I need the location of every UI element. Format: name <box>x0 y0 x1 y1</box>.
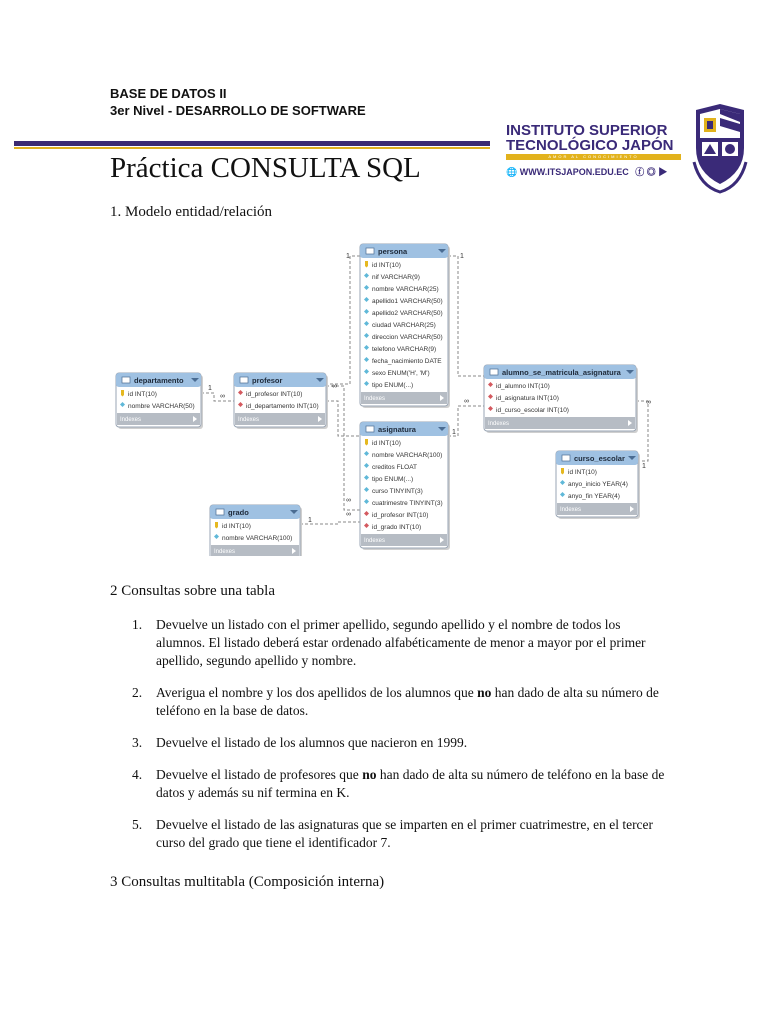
table-field: anyo_fin YEAR(4) <box>568 493 620 500</box>
table-asignatura <box>360 422 450 550</box>
table-field: curso TINYINT(3) <box>372 488 423 495</box>
table-field: id_grado INT(10) <box>372 524 422 531</box>
logo-line-2: TECNOLÓGICO JAPÓN <box>506 137 674 154</box>
table-alumno <box>484 365 638 433</box>
table-field: id INT(10) <box>372 262 401 269</box>
cardinality-label: 1 <box>642 463 646 470</box>
table-field: nombre VARCHAR(100) <box>372 452 443 459</box>
table-field: nif VARCHAR(9) <box>372 274 420 281</box>
header-divider-accent <box>14 147 490 149</box>
table-field: fecha_nacimiento DATE <box>372 358 442 365</box>
cardinality-label: 1 <box>346 253 350 260</box>
table-field: id_asignatura INT(10) <box>496 395 559 402</box>
globe-icon: 🌐 <box>506 167 518 177</box>
table-field: id_curso_escolar INT(10) <box>496 407 569 414</box>
crest-icon <box>690 102 750 194</box>
cardinality-label: ∞ <box>332 383 337 390</box>
table-field: tipo ENUM(...) <box>372 476 414 483</box>
logo-line-1: INSTITUTO SUPERIOR <box>506 122 668 139</box>
table-field: id INT(10) <box>568 469 597 476</box>
institute-logo <box>500 102 750 194</box>
table-field: sexo ENUM('H', 'M') <box>372 370 430 377</box>
table-departamento <box>116 373 203 429</box>
course-name: BASE DE DATOS II <box>110 86 227 101</box>
table-title: profesor <box>252 376 283 385</box>
cardinality-label: ∞ <box>646 399 651 406</box>
table-field: apellido1 VARCHAR(50) <box>372 298 443 305</box>
table-field: anyo_inicio YEAR(4) <box>568 481 628 488</box>
table-field: id INT(10) <box>222 523 251 530</box>
question-2: 2. Averigua el nombre y los dos apellidos de los alumnos que no han dado de alta su número de teléfono en la base de datos. <box>132 685 659 718</box>
section-1-heading: 1. Modelo entidad/relación <box>110 204 273 220</box>
er-diagram <box>108 236 668 556</box>
table-field: tipo ENUM(...) <box>372 382 414 389</box>
question-list <box>110 616 670 866</box>
header-divider <box>14 141 490 146</box>
table-field: id_profesor INT(10) <box>246 391 303 398</box>
section-3-heading: 3 Consultas multitabla (Composición interna) <box>110 874 385 890</box>
page-title: Práctica CONSULTA SQL <box>110 152 421 184</box>
question-4: 4. Devuelve el listado de profesores que no han dado de alta su número de teléfono en la base de datos y además su nif termina en K. <box>132 767 665 800</box>
course-level: 3er Nivel - DESARROLLO DE SOFTWARE <box>110 103 366 118</box>
question-1: 1. Devuelve un listado con el primer apellido, segundo apellido y el nombre de todos los alumnos. El listado deberá estar ordenado alfabéticamente de menor a mayor por el primer apellido, segundo apellido y nombre. <box>132 617 646 668</box>
table-field: nombre VARCHAR(100) <box>222 535 293 542</box>
indexes-label: Indexes <box>214 549 236 555</box>
indexes-label: Indexes <box>364 538 386 544</box>
table-title: persona <box>378 247 408 256</box>
table-field: creditos FLOAT <box>372 464 418 471</box>
table-title: departamento <box>134 376 184 385</box>
table-grado <box>210 505 302 556</box>
table-title: alumno_se_matricula_asignatura <box>502 368 621 377</box>
table-field: id_alumno INT(10) <box>496 383 550 390</box>
cardinality-label: ∞ <box>346 497 351 504</box>
table-field: nombre VARCHAR(25) <box>372 286 439 293</box>
table-title: grado <box>228 508 249 517</box>
indexes-label: Indexes <box>560 507 582 513</box>
table-field: direccion VARCHAR(50) <box>372 334 443 341</box>
table-field: apellido2 VARCHAR(50) <box>372 310 443 317</box>
table-field: id_departamento INT(10) <box>246 403 319 410</box>
table-field: ciudad VARCHAR(25) <box>372 322 436 329</box>
table-title: asignatura <box>378 425 416 434</box>
table-field: id INT(10) <box>372 440 401 447</box>
table-field: id_profesor INT(10) <box>372 512 429 519</box>
indexes-label: Indexes <box>120 417 142 423</box>
table-field: id INT(10) <box>128 391 157 398</box>
table-field: telefono VARCHAR(9) <box>372 346 437 353</box>
cardinality-label: 1 <box>460 253 464 260</box>
indexes-label: Indexes <box>364 396 386 402</box>
table-title: curso_escolar <box>574 454 625 463</box>
table-curso <box>556 451 640 519</box>
table-field: nombre VARCHAR(50) <box>128 403 195 410</box>
cardinality-label: ∞ <box>346 511 351 518</box>
cardinality-label: 1 <box>208 385 212 392</box>
table-field: cuatrimestre TINYINT(3) <box>372 500 443 507</box>
indexes-label: Indexes <box>488 421 510 427</box>
website-text: WWW.ITSJAPON.EDU.EC <box>519 167 629 177</box>
cardinality-label: 1 <box>308 517 312 524</box>
logo-website <box>506 165 667 178</box>
indexes-label: Indexes <box>238 417 260 423</box>
table-persona <box>360 244 450 408</box>
table-profesor <box>234 373 328 429</box>
logo-tagline: AMOR AL CONOCIMIENTO <box>506 154 681 160</box>
cardinality-label: 1 <box>452 429 456 436</box>
cardinality-label: ∞ <box>220 393 225 400</box>
cardinality-label: ∞ <box>464 398 469 405</box>
question-3: 3. Devuelve el listado de los alumnos que nacieron en 1999. <box>132 735 468 750</box>
question-5: 5. Devuelve el listado de las asignaturas que se imparten en el primer cuatrimestre, en el tercer curso del grado que tiene el identificador 7. <box>132 817 654 850</box>
social-icons: ⓕ ◎ ▶ <box>635 167 668 177</box>
section-2-heading: 2 Consultas sobre una tabla <box>110 583 275 599</box>
